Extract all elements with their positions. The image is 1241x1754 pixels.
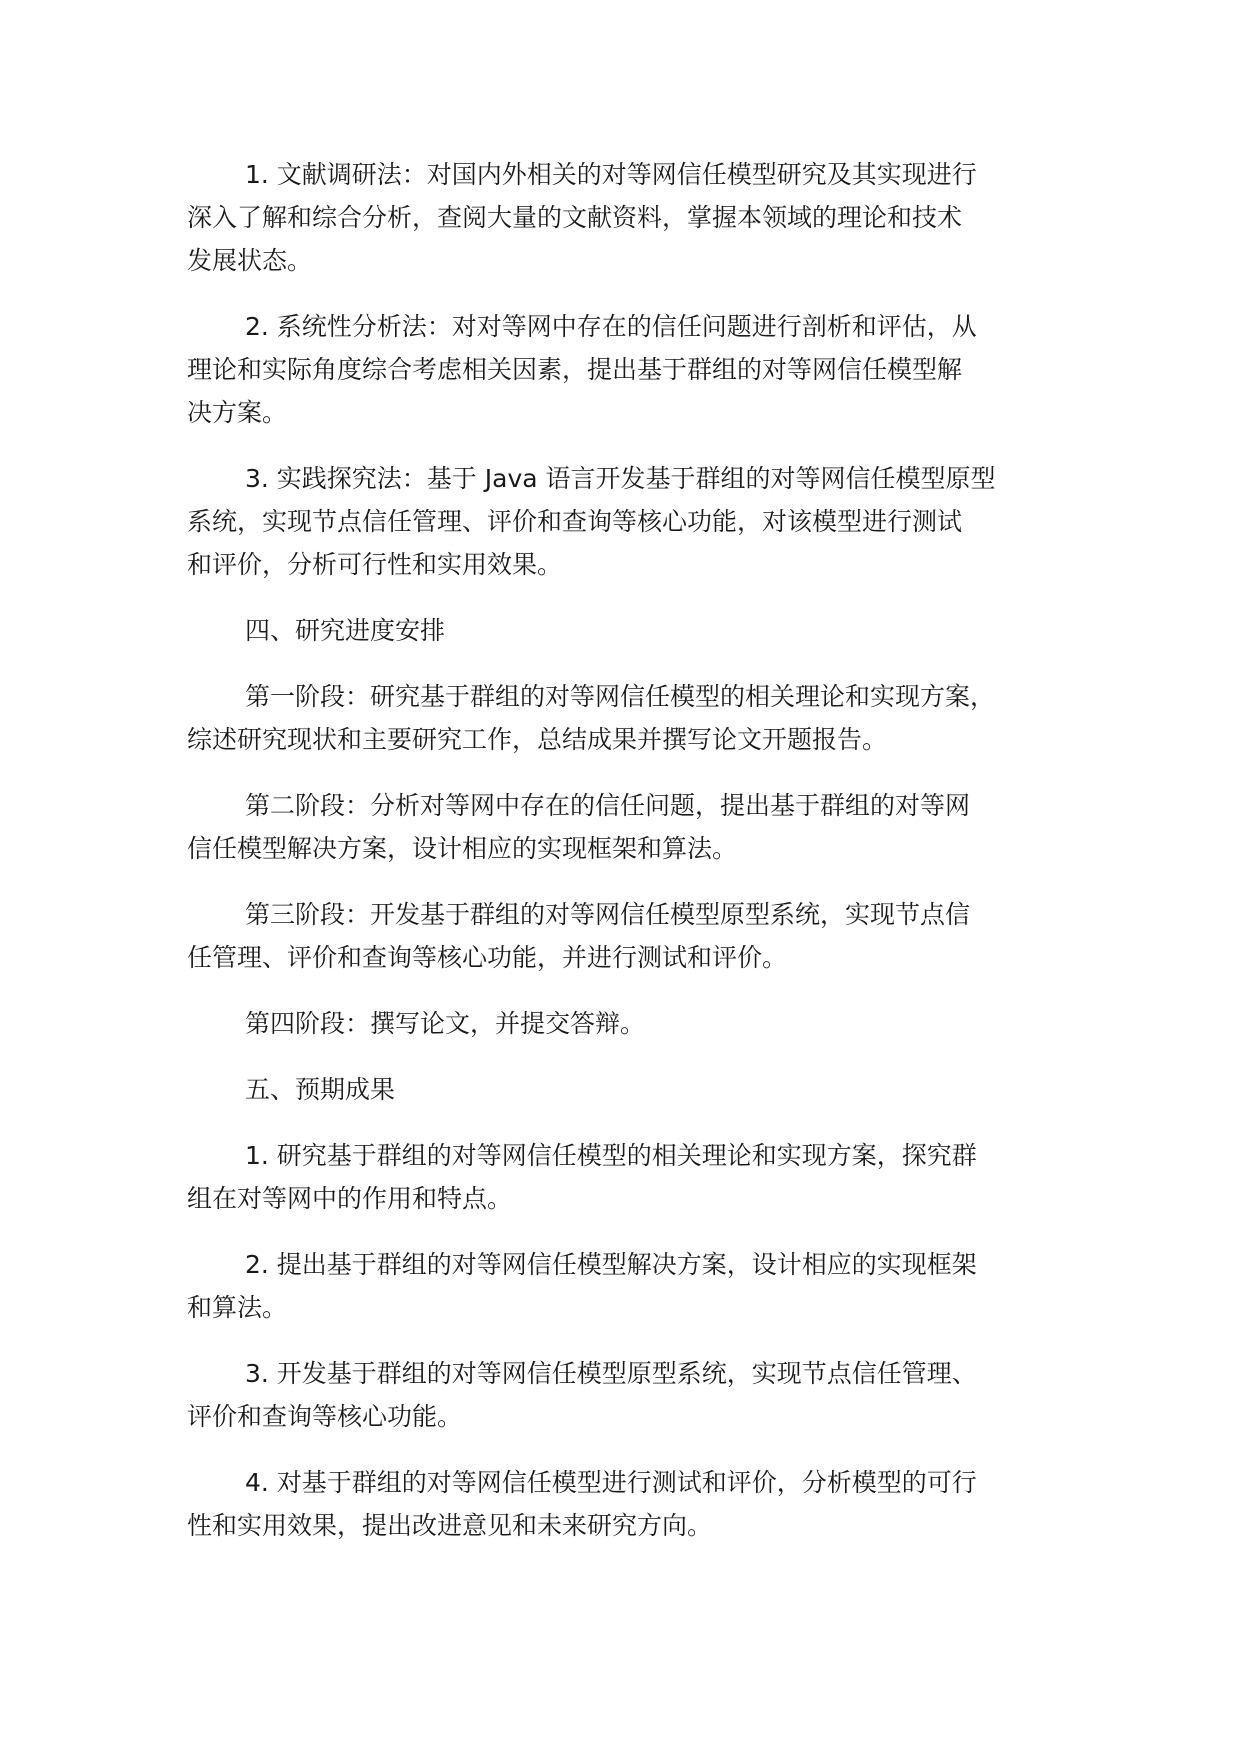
text-line: 第四阶段：撰写论文，并提交答辩。 — [245, 1009, 646, 1038]
text-line: 信任模型解决方案，设计相应的实现框架和算法。 — [187, 834, 738, 863]
paragraph-stage-four — [187, 1002, 1087, 1045]
text-line: 性和实用效果，提出改进意见和未来研究方向。 — [187, 1511, 713, 1540]
text-line: 第一阶段：研究基于群组的对等网信任模型的相关理论和实现方案， — [245, 682, 996, 711]
text-line: 任管理、评价和查询等核心功能，并进行测试和评价。 — [187, 943, 788, 972]
text-line: 2. 提出基于群组的对等网信任模型解决方案，设计相应的实现框架 — [245, 1250, 977, 1279]
paragraph-stage-two — [187, 784, 1087, 870]
paragraph-stage-one — [187, 675, 1087, 761]
heading-text: 四、研究进度安排 — [245, 616, 446, 645]
text-line: 3. 实践探究法：基于 Java 语言开发基于群组的对等网信任模型原型 — [245, 464, 996, 493]
text-line: 2. 系统性分析法：对对等网中存在的信任问题进行剖析和评估，从 — [245, 312, 977, 341]
paragraph-outcome-one — [187, 1134, 1087, 1220]
text-line: 1. 文献调研法：对国内外相关的对等网信任模型研究及其实现进行 — [245, 160, 977, 189]
text-line: 评价和查询等核心功能。 — [187, 1402, 463, 1431]
section-heading-schedule — [187, 609, 1087, 652]
heading-text: 五、预期成果 — [245, 1075, 396, 1104]
text-line: 第二阶段：分析对等网中存在的信任问题，提出基于群组的对等网 — [245, 791, 971, 820]
text-line: 深入了解和综合分析，查阅大量的文献资料，掌握本领域的理论和技术 — [187, 203, 963, 232]
paragraph-stage-three — [187, 893, 1087, 979]
paragraph-outcome-three — [187, 1352, 1087, 1438]
text-line: 系统，实现节点信任管理、评价和查询等核心功能，对该模型进行测试 — [187, 507, 963, 536]
text-line: 综述研究现状和主要研究工作，总结成果并撰写论文开题报告。 — [187, 725, 888, 754]
text-line: 4. 对基于群组的对等网信任模型进行测试和评价，分析模型的可行 — [245, 1468, 977, 1497]
paragraph-outcome-four — [187, 1461, 1087, 1547]
text-line: 理论和实际角度综合考虑相关因素，提出基于群组的对等网信任模型解 — [187, 355, 963, 384]
text-line: 第三阶段：开发基于群组的对等网信任模型原型系统，实现节点信 — [245, 900, 971, 929]
paragraph-outcome-two — [187, 1243, 1087, 1329]
paragraph-method-practice — [187, 457, 1087, 586]
text-line: 和评价，分析可行性和实用效果。 — [187, 550, 563, 579]
text-line: 组在对等网中的作用和特点。 — [187, 1184, 513, 1213]
section-heading-outcomes — [187, 1068, 1087, 1111]
paragraph-method-systematic — [187, 305, 1087, 434]
paragraph-method-literature — [187, 153, 1087, 282]
document-body — [187, 153, 1087, 1570]
text-line: 发展状态。 — [187, 246, 313, 275]
text-line: 和算法。 — [187, 1293, 288, 1322]
text-line: 决方案。 — [187, 398, 288, 427]
text-line: 3. 开发基于群组的对等网信任模型原型系统，实现节点信任管理、 — [245, 1359, 977, 1388]
text-line: 1. 研究基于群组的对等网信任模型的相关理论和实现方案，探究群 — [245, 1141, 977, 1170]
